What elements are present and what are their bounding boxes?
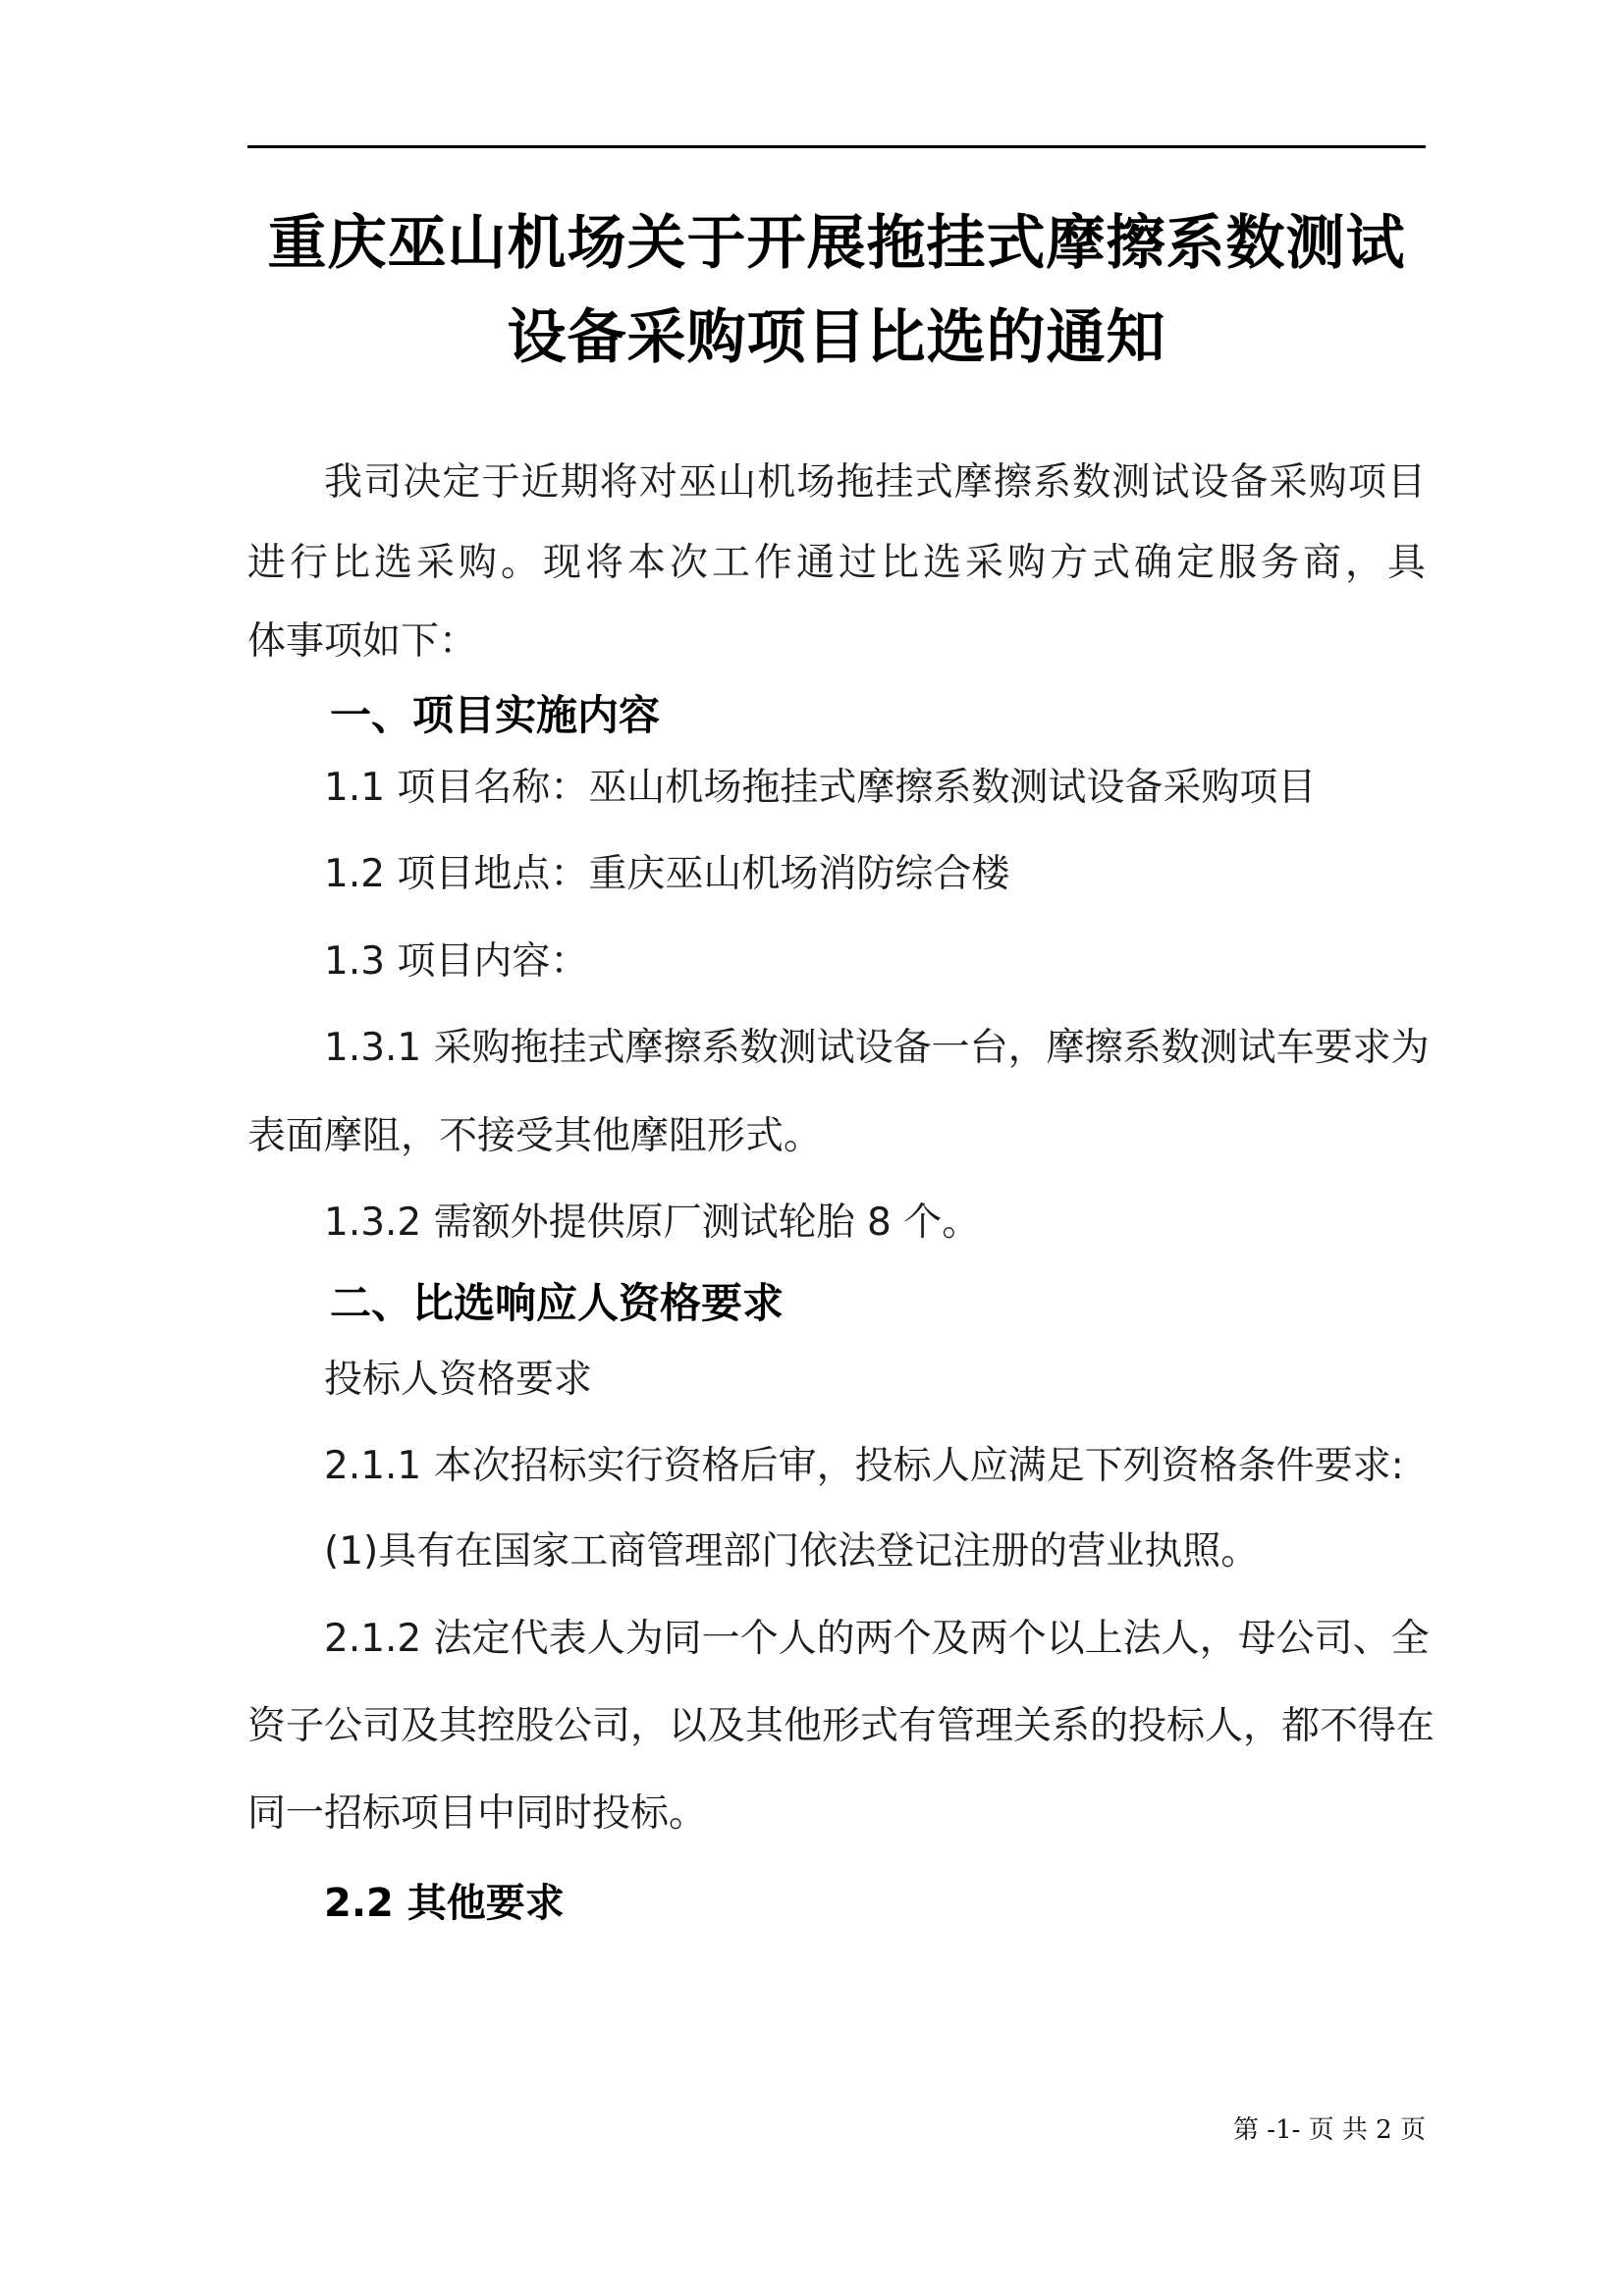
item-1-3: 1.3 项目内容： — [324, 939, 589, 984]
item-1-2: 1.2 项目地点：重庆巫山机场消防综合楼 — [324, 852, 1010, 896]
title-line-1: 重庆巫山机场关于开展拖挂式摩擦系数测试 — [267, 209, 1406, 278]
section-2-heading: 二、比选响应人资格要求 — [330, 1279, 785, 1327]
item-1-3-2: 1.3.2 需额外提供原厂测试轮胎 8 个。 — [324, 1201, 981, 1245]
document-title — [247, 196, 1426, 385]
intro-line-1: 我司决定于近期将对巫山机场拖挂式摩擦系数测试设备采购项目 — [324, 460, 1426, 505]
item-1-1: 1.1 项目名称：巫山机场拖挂式摩擦系数测试设备采购项目 — [324, 766, 1317, 810]
section-2-subheading: 投标人资格要求 — [324, 1358, 593, 1402]
item-2-1-2-line-3: 同一招标项目中同时投标。 — [247, 1791, 708, 1836]
page-footer: 第 -1- 页 共 2 页 — [1233, 2115, 1426, 2145]
header-rule — [247, 145, 1426, 148]
title-line-2: 设备采购项目比选的通知 — [507, 303, 1166, 372]
item-2-1-1: 2.1.1 本次招标实行资格后审，投标人应满足下列资格条件要求: — [324, 1444, 1404, 1488]
item-2-1-2-line-1: 2.1.2 法定代表人为同一个人的两个及两个以上法人，母公司、全 — [324, 1617, 1430, 1661]
item-2-2-heading: 2.2 其他要求 — [324, 1881, 565, 1926]
item-1-3-1-line-2: 表面摩阻，不接受其他摩阻形式。 — [247, 1114, 823, 1158]
item-2-1-1-a: (1)具有在国家工商管理部门依法登记注册的营业执照。 — [324, 1529, 1260, 1574]
intro-line-2: 进行比选采购。现将本次工作通过比选采购方式确定服务商，具 — [247, 541, 1426, 585]
intro-line-3: 体事项如下： — [247, 619, 478, 664]
section-1-heading: 一、项目实施内容 — [330, 691, 661, 739]
item-2-1-2-line-2: 资子公司及其控股公司，以及其他形式有管理关系的投标人，都不得在 — [247, 1704, 1435, 1748]
item-1-3-1-line-1: 1.3.1 采购拖挂式摩擦系数测试设备一台，摩擦系数测试车要求为 — [324, 1026, 1430, 1070]
